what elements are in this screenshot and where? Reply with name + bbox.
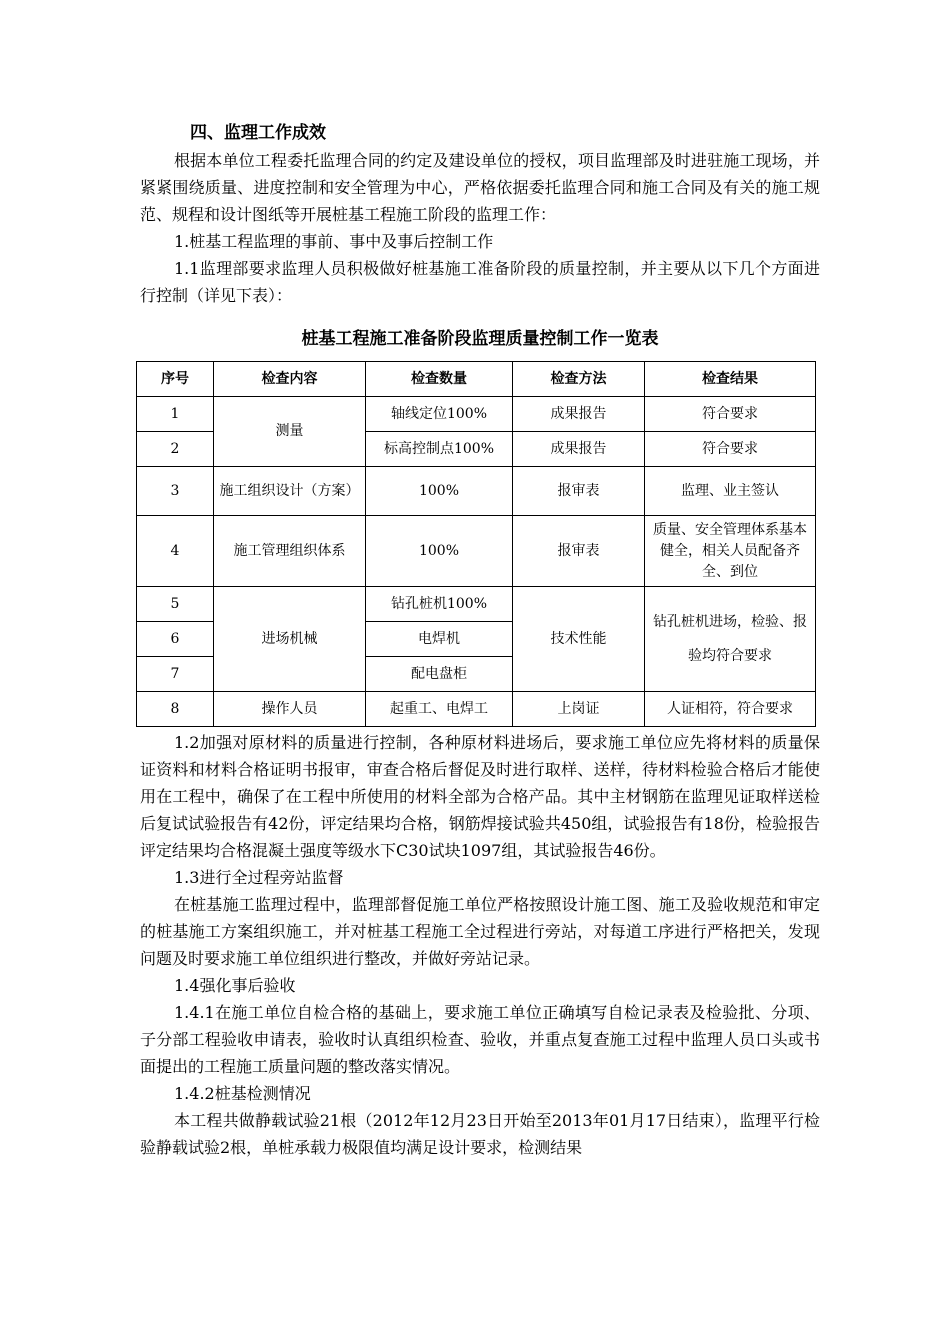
row-result: 符合要求 — [645, 432, 816, 467]
row-qty: 电焊机 — [366, 622, 513, 657]
row-content: 施工组织设计（方案） — [214, 467, 366, 516]
row-qty: 标高控制点100% — [366, 432, 513, 467]
table-header-row — [137, 362, 816, 397]
row-result: 符合要求 — [645, 397, 816, 432]
header-no: 序号 — [137, 362, 214, 397]
subsection-1-4: 1.4强化事后验收 — [174, 976, 296, 995]
row-no: 4 — [137, 516, 214, 587]
subsection-1-4-1: 1.4.1在施工单位自检合格的基础上，要求施工单位正确填写自检记录表及检验批、分项、子分部工程验收申请表，验收时认真组织检查、验收，并重点复查施工过程中监理人员口头或书面提出的工程施工质量问题的整改落实情况。 — [140, 1003, 820, 1076]
subsection-1-4-2-text: 本工程共做静载试验21根（2012年12月23日开始至2013年01月17日结束），监理平行检验静载试验2根，单桩承载力极限值均满足设计要求，检测结果 — [140, 1111, 820, 1157]
row-content: 进场机械 — [214, 587, 366, 692]
table-row — [137, 587, 816, 622]
subsection-1-3: 1.3进行全过程旁站监督 — [174, 868, 344, 887]
header-method: 检查方法 — [513, 362, 645, 397]
row-no: 3 — [137, 467, 214, 516]
header-content: 检查内容 — [214, 362, 366, 397]
row-no: 1 — [137, 397, 214, 432]
row-qty: 起重工、电焊工 — [366, 692, 513, 727]
row-result: 钻孔桩机进场，检验、报验均符合要求 — [645, 587, 816, 692]
subsection-1-2: 1.2加强对原材料的质量进行控制，各种原材料进场后，要求施工单位应先将材料的质量保证资料和材料合格证明书报审，审查合格后督促及时进行取样、送样，待材料检验合格后才能使用在工程中，确保了在工程中所使用的材料全部为合格产品。其中主材钢筋在监理见证取样送检后复试试验报告有42份，评定结果均合格，钢筋焊接试验共450组，试验报告有18份，检验报告评定结果均合格混凝土强度等级水下C30试块1097组，其试验报告46份。 — [140, 733, 820, 860]
subsection-1-4-2: 1.4.2桩基检测情况 — [174, 1084, 311, 1103]
row-method: 报审表 — [513, 516, 645, 587]
intro-paragraph: 根据本单位工程委托监理合同的约定及建设单位的授权，项目监理部及时进驻施工现场，并紧紧围绕质量、进度控制和安全管理为中心，严格依据委托监理合同和施工合同及有关的施工规范、规程和设计图纸等开展桩基工程施工阶段的监理工作： — [140, 151, 820, 224]
table-row — [137, 516, 816, 587]
row-method: 成果报告 — [513, 397, 645, 432]
table-row — [137, 397, 816, 432]
row-no: 6 — [137, 622, 214, 657]
table-row — [137, 467, 816, 516]
row-qty: 钻孔桩机100% — [366, 587, 513, 622]
row-method: 技术性能 — [513, 587, 645, 692]
row-result: 质量、安全管理体系基本健全，相关人员配备齐全、到位 — [645, 516, 816, 587]
row-method: 报审表 — [513, 467, 645, 516]
quality-control-table — [136, 361, 816, 727]
row-content: 操作人员 — [214, 692, 366, 727]
document-page — [140, 120, 820, 1161]
table-title: 桩基工程施工准备阶段监理质量控制工作一览表 — [301, 329, 659, 349]
subsection-1-1: 1.1监理部要求监理人员积极做好桩基施工准备阶段的质量控制，并主要从以下几个方面进行控制（详见下表）： — [140, 259, 820, 305]
subsection-1: 1.桩基工程监理的事前、事中及事后控制工作 — [174, 232, 494, 251]
row-qty: 100% — [366, 467, 513, 516]
row-content: 测量 — [214, 397, 366, 467]
row-no: 8 — [137, 692, 214, 727]
row-method: 成果报告 — [513, 432, 645, 467]
section-heading: 四、监理工作成效 — [190, 123, 326, 143]
row-result: 人证相符，符合要求 — [645, 692, 816, 727]
row-no: 5 — [137, 587, 214, 622]
row-qty: 轴线定位100% — [366, 397, 513, 432]
row-qty: 100% — [366, 516, 513, 587]
header-qty: 检查数量 — [366, 362, 513, 397]
subsection-1-3-text: 在桩基施工监理过程中，监理部督促施工单位严格按照设计施工图、施工及验收规范和审定的桩基施工方案组织施工，并对桩基工程施工全过程进行旁站，对每道工序进行严格把关，发现问题及时要求施工单位组织进行整改，并做好旁站记录。 — [140, 895, 820, 968]
table-row — [137, 692, 816, 727]
row-qty: 配电盘柜 — [366, 657, 513, 692]
row-method: 上岗证 — [513, 692, 645, 727]
row-result: 监理、业主签认 — [645, 467, 816, 516]
row-no: 2 — [137, 432, 214, 467]
header-result: 检查结果 — [645, 362, 816, 397]
row-content: 施工管理组织体系 — [214, 516, 366, 587]
row-no: 7 — [137, 657, 214, 692]
